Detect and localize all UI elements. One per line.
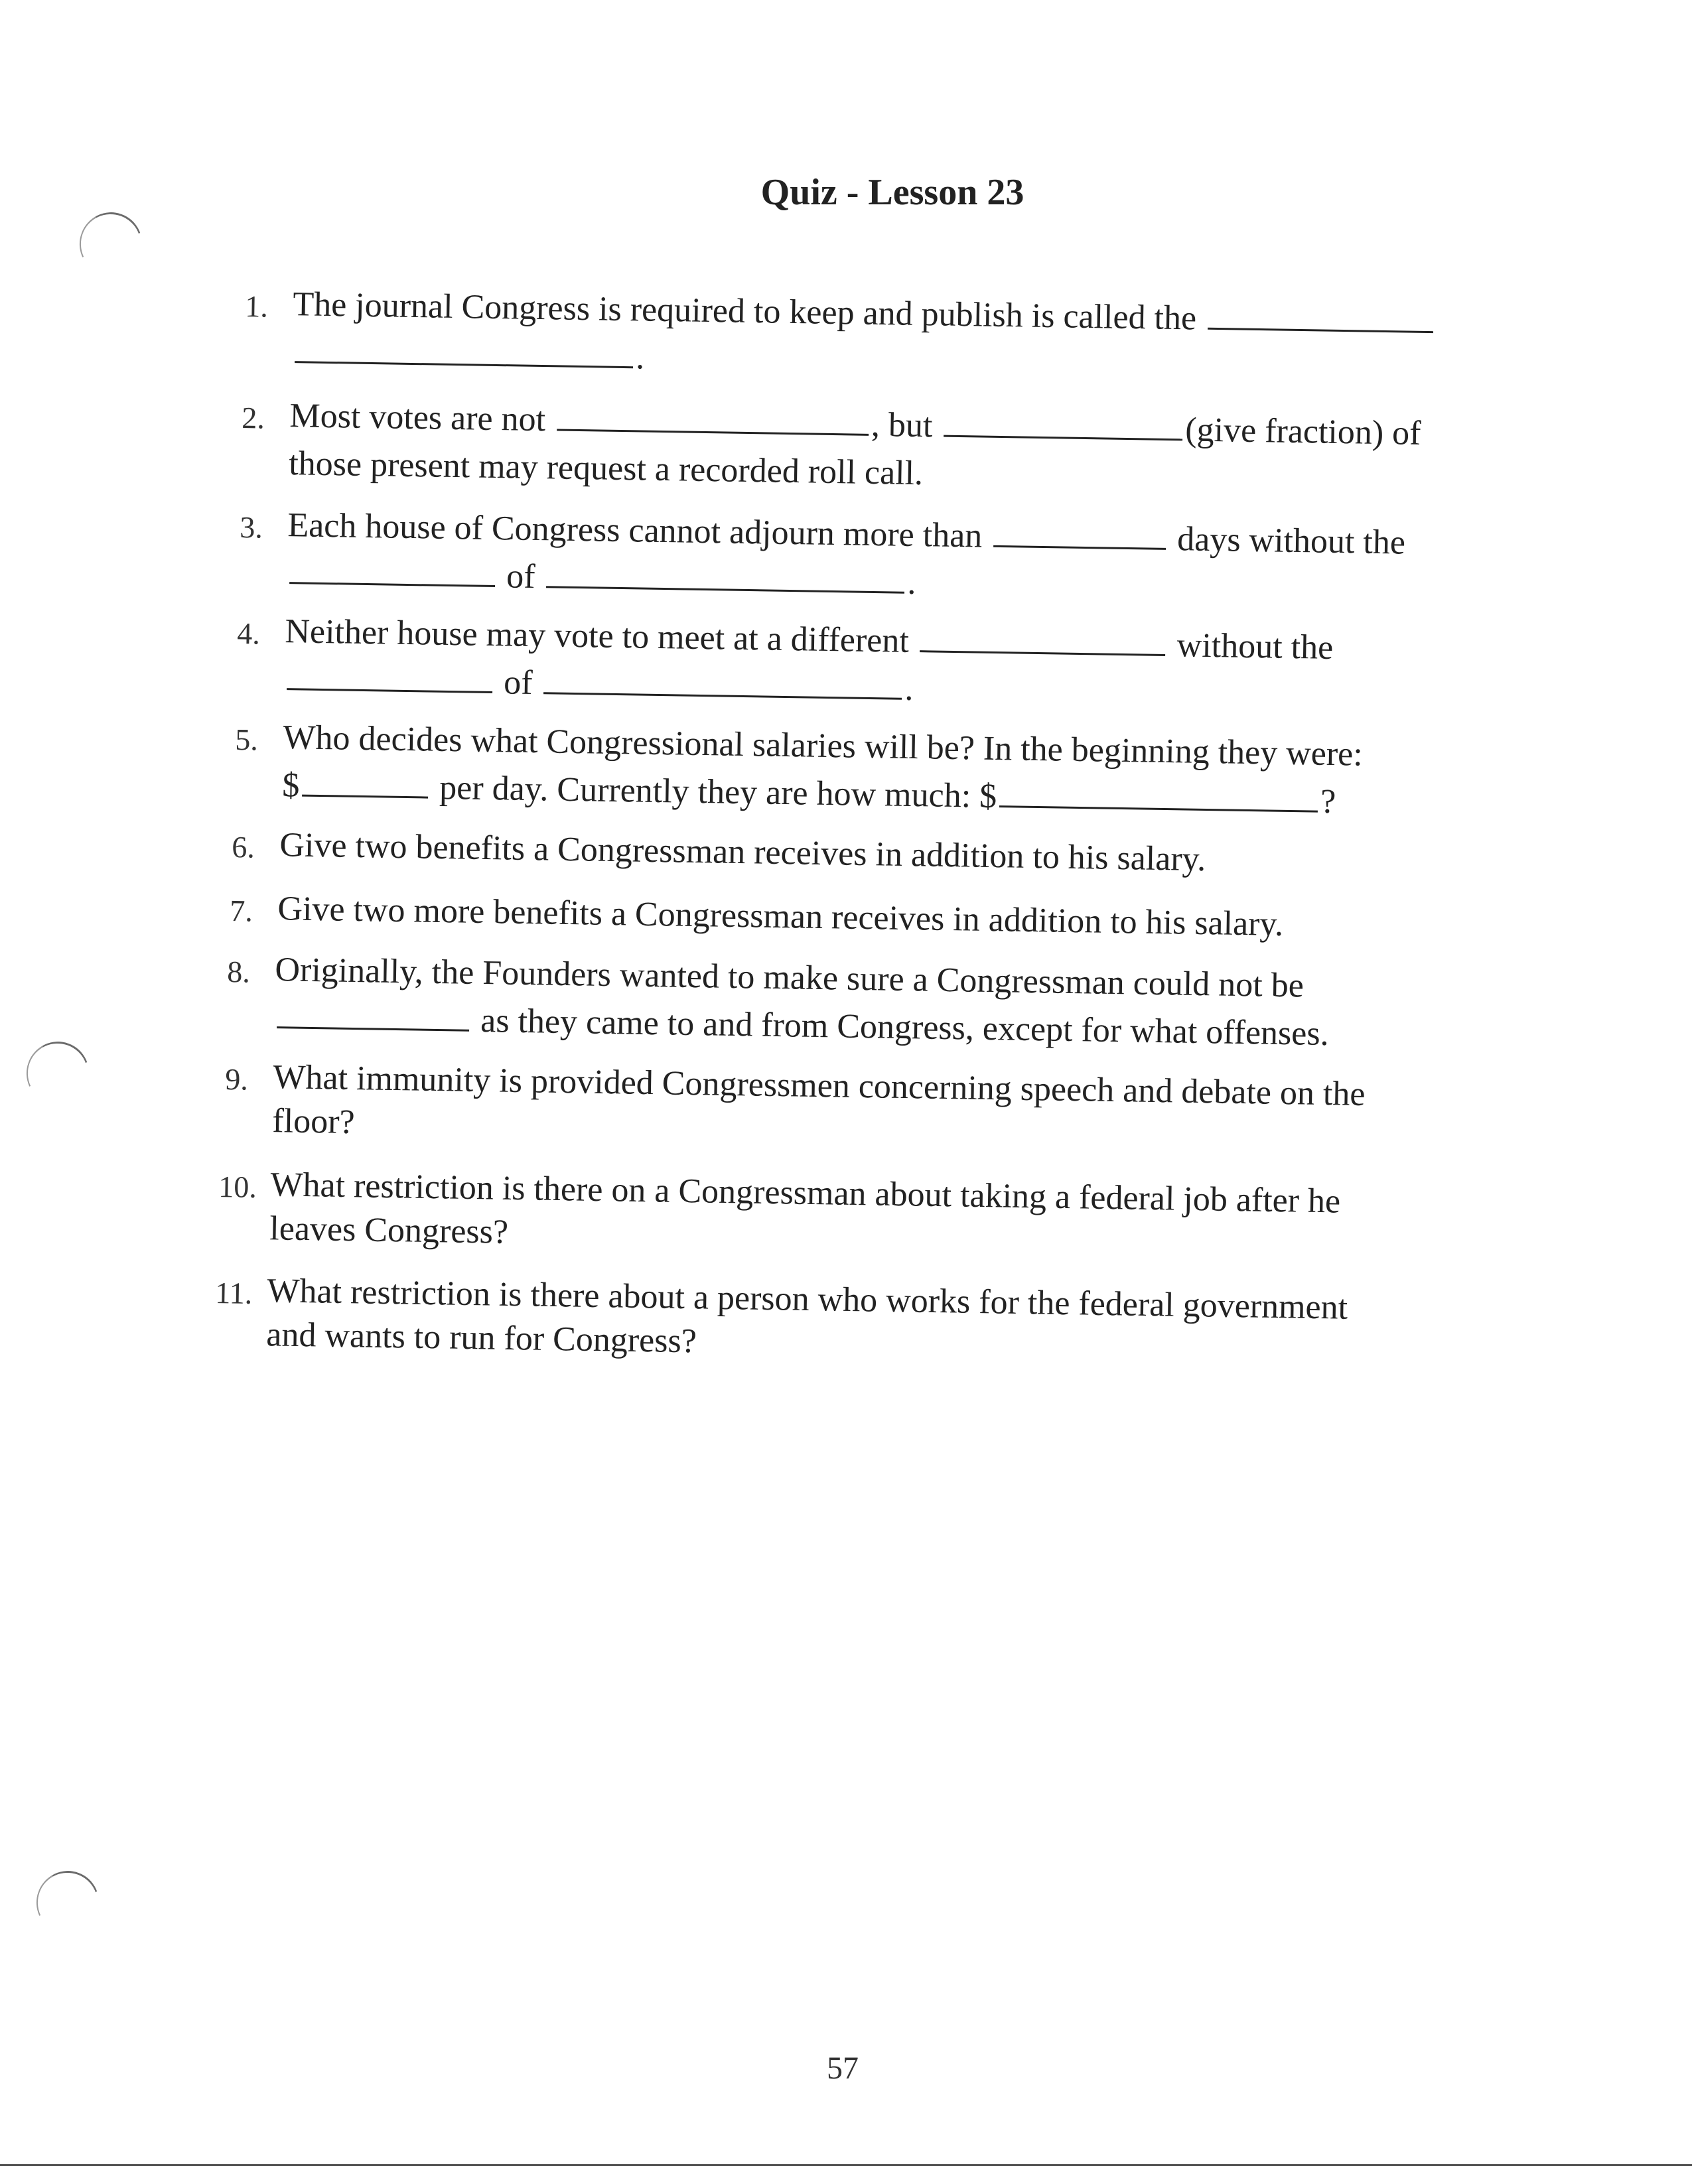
question-text: The journal Congress is required to keep and publish is called the (293, 285, 1197, 338)
question-text: What restriction is there about a person who works for the federal government (267, 1272, 1348, 1327)
question-number: 8. (227, 954, 251, 989)
page-title: Quiz - Lesson 23 (760, 172, 1024, 213)
answer-blank[interactable] (1208, 299, 1434, 333)
question-text: without the (1176, 626, 1334, 667)
question-number: 3. (240, 510, 263, 545)
question-text: Neither house may vote to meet at a different (285, 612, 910, 660)
answer-blank[interactable] (543, 663, 902, 699)
question-text: Each house of Congress cannot adjourn more than (287, 506, 983, 555)
question-text: What restriction is there on a Congressman about taking a federal job after he (270, 1166, 1341, 1221)
question-number: 1. (245, 289, 269, 324)
answer-blank[interactable] (944, 406, 1183, 441)
question-text: days without the (1176, 520, 1406, 562)
answer-blank[interactable] (302, 766, 429, 799)
question-text: ? (1320, 782, 1336, 821)
question-text: $ (281, 766, 300, 805)
question-text: (give fraction) of (1184, 411, 1421, 452)
answer-blank[interactable] (289, 553, 496, 587)
question-text: Who decides what Congressional salaries will be? In the beginning they were: (283, 718, 1364, 774)
question-text: and wants to run for Congress? (265, 1316, 697, 1361)
question-text: , but (871, 405, 933, 445)
question-number: 5. (235, 722, 259, 757)
answer-blank[interactable] (993, 516, 1166, 550)
question-number: 7. (230, 893, 253, 928)
answer-blank[interactable] (557, 399, 869, 435)
question-number: 4. (237, 616, 261, 651)
page-number: 57 (827, 2051, 859, 2086)
binder-hole-top (71, 204, 151, 284)
question-text: per day. Currently they are how much: $ (439, 768, 997, 816)
question-number: 2. (242, 400, 265, 435)
answer-blank[interactable] (546, 557, 905, 593)
question-text: of (503, 663, 533, 702)
question-text: Originally, the Founders wanted to make sure a Congressman could not be (275, 951, 1304, 1005)
question-text: those present may request a recorded roll call. (288, 444, 924, 493)
question-text: . (904, 669, 914, 709)
question-text: What immunity is provided Congressmen concerning speech and debate on the (273, 1058, 1366, 1113)
question-text: as they came to and from Congress, except for what offenses. (480, 1002, 1330, 1054)
answer-blank[interactable] (999, 776, 1318, 813)
binder-hole-middle (18, 1033, 98, 1113)
answer-blank[interactable] (277, 997, 470, 1032)
binder-hole-bottom (28, 1862, 108, 1943)
answer-blank[interactable] (295, 332, 634, 368)
answer-blank[interactable] (287, 659, 493, 693)
question-text: floor? (271, 1102, 356, 1142)
question-number: 11. (215, 1275, 253, 1310)
question-number: 6. (232, 829, 255, 864)
question-text: of (506, 557, 536, 596)
question-number: 9. (225, 1061, 249, 1097)
question-text: Most votes are not (289, 397, 546, 439)
question-text: . (907, 563, 917, 602)
question-text: Give two more benefits a Congressman receives in addition to his salary. (277, 890, 1284, 943)
question-text: leaves Congress? (269, 1209, 509, 1251)
question-text: Give two benefits a Congressman receives in addition to his salary. (279, 826, 1206, 879)
answer-blank[interactable] (920, 621, 1166, 656)
question-number: 10. (218, 1169, 257, 1204)
question-text: . (635, 338, 645, 377)
bottom-edge-line (0, 2164, 1692, 2166)
